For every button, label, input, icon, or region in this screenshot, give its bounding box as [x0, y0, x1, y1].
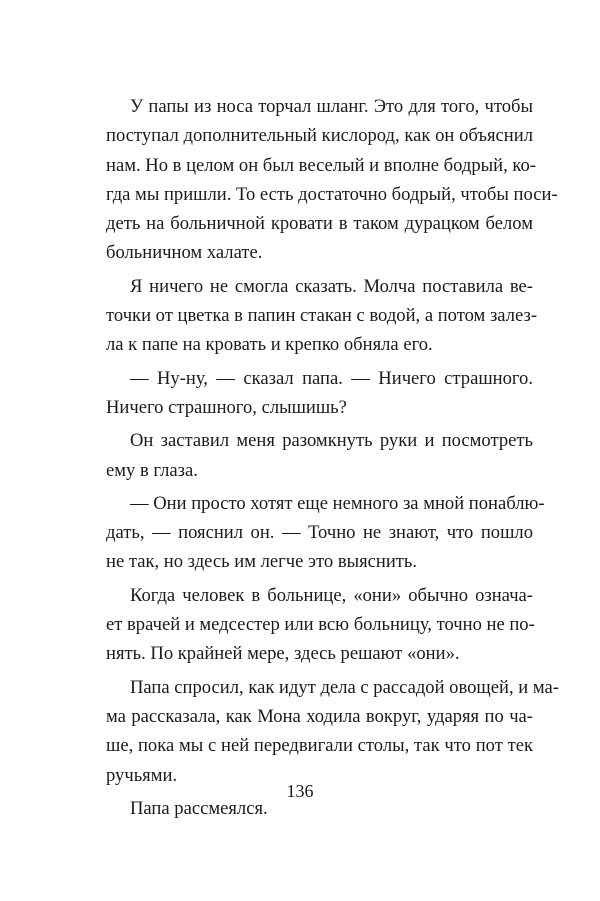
paragraph-4	[106, 426, 533, 485]
text-line: Когда человек в больнице, «они» обычно означа-	[130, 584, 533, 606]
book-page-text	[106, 92, 559, 823]
paragraph-6	[106, 581, 533, 669]
text-line: поступал дополнительный кислород, как он объяснил	[106, 125, 533, 147]
text-line: нять. По крайней мере, здесь решают «они».	[106, 643, 460, 665]
text-line: Ничего страшного, слышишь?	[106, 396, 347, 418]
text-line: — Ну-ну, — сказал папа. — Ничего страшного.	[130, 367, 533, 389]
text-line: Он заставил меня разомкнуть руки и посмотреть	[130, 430, 533, 452]
text-line: деть на больничной кровати в таком дурацком белом	[106, 213, 533, 235]
text-line: ручьями.	[106, 764, 178, 786]
paragraph-3	[106, 364, 533, 423]
text-line: Папа спросил, как идут дела с рассадой овощей, и ма-	[130, 676, 559, 698]
text-line: точки от цветка в папин стакан с водой, а потом залез-	[106, 305, 538, 327]
paragraph-2	[106, 272, 538, 360]
text-line: не так, но здесь им легче это выяснить.	[106, 551, 418, 573]
text-line: гда мы пришли. То есть достаточно бодрый, чтобы поси-	[106, 183, 558, 205]
text-line: ему в глаза.	[106, 459, 198, 481]
text-line: Папа рассмеялся.	[130, 797, 268, 819]
text-line: ма рассказала, как Мона ходила вокруг, ударяя по ча-	[106, 705, 533, 727]
text-line: — Они просто хотят еще немного за мной понаблю-	[130, 492, 545, 514]
text-line: ет врачей и медсестер или всю больницу, точно не по-	[106, 614, 535, 636]
paragraph-7	[106, 673, 559, 790]
text-line: дать, — пояснил он. — Точно не знают, что пошло	[106, 522, 533, 544]
text-line: У папы из носа торчал шланг. Это для того, чтобы	[130, 96, 533, 117]
text-line: Я ничего не смогла сказать. Молча поставила ве-	[130, 275, 533, 297]
text-line: больничном халате.	[106, 242, 263, 264]
page-number: 136	[286, 781, 314, 801]
text-line: нам. Но в целом он был веселый и вполне бодрый, ко-	[106, 154, 536, 176]
paragraph-1	[106, 92, 558, 268]
text-line: ше, пока мы с ней передвигали столы, так что пот тек	[106, 735, 533, 757]
paragraph-5	[106, 489, 545, 577]
text-line: ла к папе на кровать и крепко обняла его.	[106, 334, 433, 356]
